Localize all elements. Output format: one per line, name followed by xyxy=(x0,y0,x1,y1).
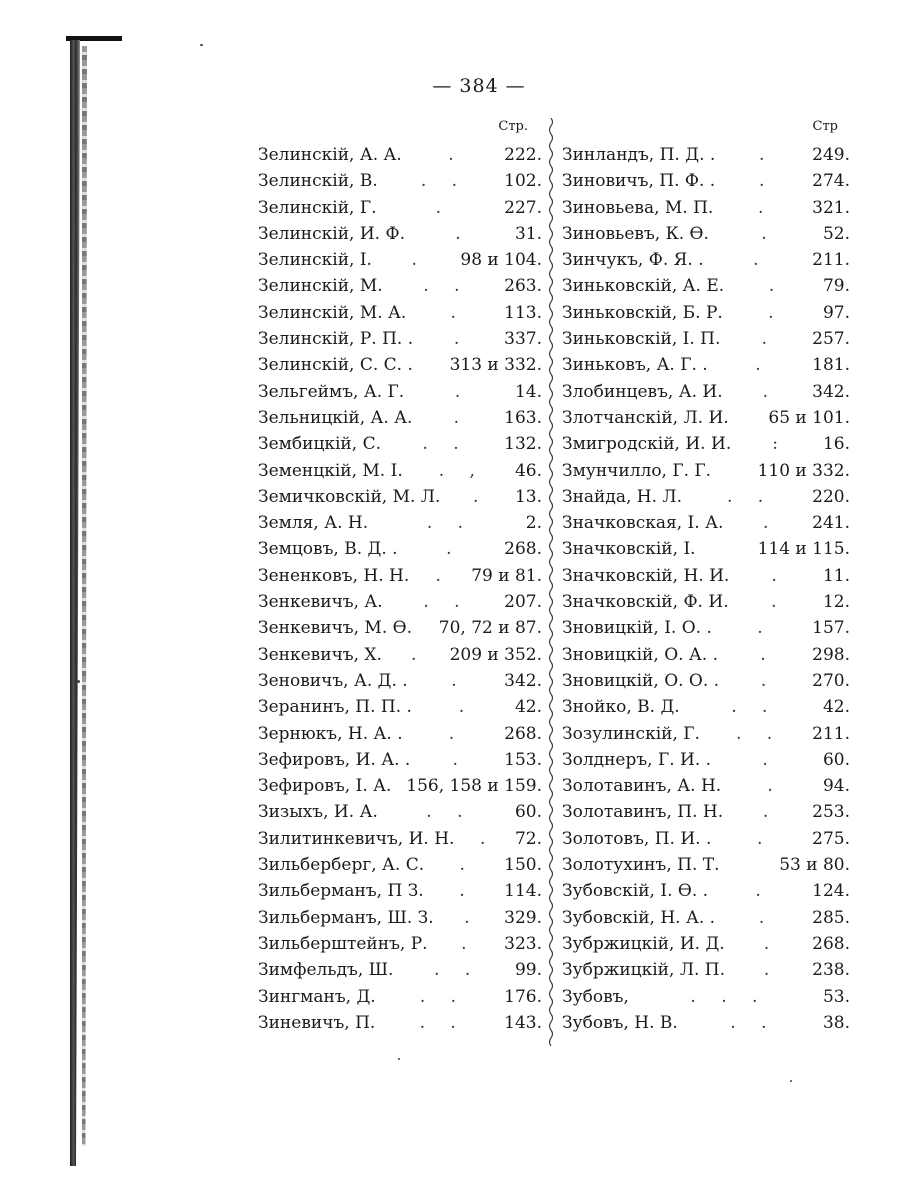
entry-leader-dots: . xyxy=(768,302,784,323)
entry-name: Зновицкій, О. А. . xyxy=(562,644,719,665)
entry-leader-dots: . xyxy=(758,197,774,218)
entry-name: Зелинскій, И. Ф. xyxy=(258,223,405,244)
entry-page-ref: 124. xyxy=(812,881,850,902)
right-index-entry xyxy=(562,747,850,773)
entry-name: Зиньковскій, Б. Р. xyxy=(562,302,723,323)
right-index-entry xyxy=(562,195,850,221)
entry-name: Земцовъ, В. Д. . xyxy=(258,539,398,560)
entry-page-ref: 270. xyxy=(812,670,850,691)
entry-name: Зелинскій, М. А. xyxy=(258,302,407,323)
entry-leader-dots: . . xyxy=(426,802,473,823)
left-index-entry xyxy=(258,931,542,957)
entry-name: Зембицкій, С. xyxy=(258,434,381,455)
entry-name: Зиновичъ, П. Ф. . xyxy=(562,171,716,192)
entry-page-ref: 268. xyxy=(504,539,542,560)
entry-leader-dots: . xyxy=(762,381,779,402)
right-column xyxy=(562,118,850,1036)
entry-leader-dots: . . xyxy=(419,986,467,1007)
entry-name: Зинчукъ, Ф. Я. . xyxy=(562,250,704,271)
entry-page-ref: 42. xyxy=(822,697,850,718)
entry-name: Зернюкъ, Н. А. . xyxy=(258,723,403,744)
entry-leader-dots: . xyxy=(758,171,775,192)
entry-leader-dots: . xyxy=(464,907,480,928)
entry-name: Зубовъ, Н. В. xyxy=(562,1012,678,1033)
entry-leader-dots: . xyxy=(763,513,779,534)
right-index-entry xyxy=(562,799,850,825)
paper-speck xyxy=(200,44,203,46)
left-index-entry xyxy=(258,326,542,352)
entry-leader-dots: . xyxy=(768,276,785,297)
right-index-entry xyxy=(562,905,850,931)
entry-page-ref: 99. xyxy=(514,960,542,981)
left-index-entry xyxy=(258,300,542,326)
left-index-entry xyxy=(258,510,542,536)
left-index-entry xyxy=(258,878,542,904)
entry-page-ref: 16. xyxy=(822,434,850,455)
entry-leader-dots: . xyxy=(459,855,475,876)
right-index-entry xyxy=(562,221,850,247)
entry-leader-dots: . . xyxy=(426,513,474,534)
left-index-entry xyxy=(258,721,542,747)
entry-leader-dots: . . xyxy=(422,434,469,455)
entry-leader-dots: . xyxy=(458,697,475,718)
entry-name: Зелинскій, Р. П. . xyxy=(258,329,414,350)
entry-leader-dots: . xyxy=(435,565,451,586)
entry-page-ref: 274. xyxy=(812,171,850,192)
entry-name: Зелинскій, А. А. xyxy=(258,145,402,165)
entry-leader-dots: . xyxy=(435,197,452,218)
entry-leader-dots: . xyxy=(767,776,783,797)
entry-page-ref: 14. xyxy=(514,381,542,402)
left-index-entry xyxy=(258,195,542,221)
left-index-entry xyxy=(258,563,542,589)
entry-name: Зубржицкій, И. Д. xyxy=(562,933,725,954)
left-index-entry xyxy=(258,694,542,720)
left-index-entry xyxy=(258,405,542,431)
left-index-entry xyxy=(258,589,542,615)
entry-name: Зеновичъ, А. Д. . xyxy=(258,670,408,691)
entry-page-ref: 220. xyxy=(812,486,850,507)
entry-leader-dots: . . xyxy=(420,171,468,192)
entry-leader-dots: . xyxy=(446,539,462,560)
entry-leader-dots: . xyxy=(459,881,475,902)
entry-name: Зилитинкевичъ, И. Н. xyxy=(258,828,455,849)
right-index-entry xyxy=(562,352,850,378)
entry-leader-dots: . . xyxy=(735,723,783,744)
entry-page-ref: 342. xyxy=(812,381,850,402)
entry-page-ref: 79 и 81. xyxy=(471,565,542,586)
left-index-entry xyxy=(258,431,542,457)
right-index-entry xyxy=(562,957,850,983)
entry-page-ref: 337. xyxy=(504,329,542,350)
entry-name: Зенкевичъ, М. Ѳ. xyxy=(258,618,412,639)
entry-leader-dots: . xyxy=(757,828,773,849)
entry-page-ref: 60. xyxy=(822,749,850,770)
entry-page-ref: 157. xyxy=(812,618,850,639)
entry-page-ref: 2. xyxy=(525,513,542,534)
binding-page-edges xyxy=(82,46,87,1146)
entry-leader-dots: . xyxy=(411,644,427,665)
entry-page-ref: 98 и 104. xyxy=(460,250,542,271)
left-index-entry xyxy=(258,826,542,852)
entry-leader-dots: . xyxy=(448,723,465,744)
entry-leader-dots: . xyxy=(758,907,775,928)
entry-leader-dots: . xyxy=(753,250,769,271)
entry-name: Зиневичъ, П. xyxy=(258,1012,376,1033)
entry-leader-dots: . xyxy=(454,381,471,402)
entry-page-ref: 321. xyxy=(812,197,850,218)
entry-leader-dots: . xyxy=(757,618,773,639)
entry-leader-dots: . xyxy=(763,960,780,981)
left-index-entry xyxy=(258,773,542,799)
entry-name: Земля, А. Н. xyxy=(258,513,369,534)
entry-leader-dots: . , xyxy=(438,460,485,481)
entry-page-ref: 207. xyxy=(504,592,542,613)
entry-name: Значковскій, Ф. И. xyxy=(562,592,729,613)
entry-leader-dots: . xyxy=(760,670,777,691)
right-index-entry xyxy=(562,931,850,957)
entry-page-ref: 313 и 332. xyxy=(449,355,542,376)
entry-page-ref: 11. xyxy=(822,565,850,586)
entry-name: Зубовскій, Н. А. . xyxy=(562,907,716,928)
entry-page-ref: 94. xyxy=(822,776,850,797)
entry-name: Змигродскій, И. И. xyxy=(562,434,732,455)
entry-leader-dots: . xyxy=(771,565,787,586)
entry-name: Зефировъ, І. А. xyxy=(258,776,392,797)
entry-page-ref: 38. xyxy=(822,1012,850,1033)
left-index-entry xyxy=(258,642,542,668)
right-index-entry xyxy=(562,510,850,536)
right-index-entry xyxy=(562,721,850,747)
entry-name: Зубовскій, І. Ѳ. . xyxy=(562,881,709,902)
right-index-entry xyxy=(562,826,850,852)
entry-page-ref: 181. xyxy=(812,355,850,376)
left-index-entry xyxy=(258,615,542,641)
entry-page-ref: 65 и 101. xyxy=(768,407,850,428)
entry-name: Зильберманъ, Ш. З. xyxy=(258,907,434,928)
entry-leader-dots: . xyxy=(761,329,777,350)
left-index-entry xyxy=(258,168,542,194)
right-index-entry xyxy=(562,300,850,326)
entry-name: Зелинскій, В. xyxy=(258,171,378,192)
right-index-entry xyxy=(562,694,850,720)
entry-leader-dots: . . xyxy=(423,592,470,613)
entry-leader-dots: . xyxy=(762,749,778,770)
entry-page-ref: 211. xyxy=(812,250,850,271)
entry-page-ref: 275. xyxy=(812,828,850,849)
entry-leader-dots: : xyxy=(772,434,788,455)
entry-name: Золотавинъ, А. Н. xyxy=(562,776,722,797)
entry-name: Зиновьева, М. П. xyxy=(562,197,714,218)
entry-leader-dots: . xyxy=(450,302,466,323)
entry-page-ref: 249. xyxy=(812,145,850,165)
entry-page-ref: 113. xyxy=(504,302,542,323)
entry-name: Зингманъ, Д. xyxy=(258,986,376,1007)
entry-page-ref: 46. xyxy=(514,460,542,481)
entry-name: Значковскій, І. xyxy=(562,539,696,560)
entry-name: Зинландъ, П. Д. . xyxy=(562,145,716,165)
paper-speck xyxy=(77,680,80,683)
left-index-entry xyxy=(258,668,542,694)
right-index-entry xyxy=(562,668,850,694)
entry-page-ref: 209 и 352. xyxy=(449,644,542,665)
book-binding-edge xyxy=(66,36,80,1166)
right-index-entry xyxy=(562,431,850,457)
right-index-entry xyxy=(562,247,850,273)
entry-page-ref: 70, 72 и 87. xyxy=(438,618,542,639)
right-index-entry xyxy=(562,563,850,589)
entry-name: Зелинскій, І. xyxy=(258,250,372,271)
entry-leader-dots: . . xyxy=(731,697,778,718)
left-index-entry xyxy=(258,142,542,168)
right-index-entry xyxy=(562,142,850,168)
entry-name: Земенцкій, М. І. xyxy=(258,460,403,481)
entry-name: Зелинскій, С. С. . xyxy=(258,355,413,376)
entry-name: Золотухинъ, П. Т. xyxy=(562,855,720,876)
entry-page-ref: 238. xyxy=(812,960,850,981)
entry-name: Зизыхъ, И. А. xyxy=(258,802,378,823)
left-index-entry xyxy=(258,247,542,273)
entry-leader-dots: . xyxy=(455,223,471,244)
entry-page-ref: 268. xyxy=(504,723,542,744)
entry-name: Зиньковскій, І. П. xyxy=(562,329,721,350)
right-index-entry xyxy=(562,1010,850,1036)
right-index-entry xyxy=(562,642,850,668)
paper-speck xyxy=(790,1080,792,1082)
left-index-entry xyxy=(258,984,542,1010)
entry-name: Зенкевичъ, А. xyxy=(258,592,383,613)
entry-name: Зиньковскій, А. Е. xyxy=(562,276,725,297)
left-column-header: Стр. xyxy=(498,119,528,134)
entry-name: Злотчанскій, Л. И. xyxy=(562,407,729,428)
right-index-entry xyxy=(562,878,850,904)
entry-page-ref: 150. xyxy=(504,855,542,876)
entry-page-ref: 298. xyxy=(812,644,850,665)
entry-leader-dots: . xyxy=(461,933,477,954)
entry-leader-dots: . xyxy=(448,145,464,165)
left-index-entry xyxy=(258,905,542,931)
right-index-entry xyxy=(562,405,850,431)
entry-leader-dots: . xyxy=(452,749,468,770)
entry-page-ref: 97. xyxy=(822,302,850,323)
entry-page-ref: 222. xyxy=(504,145,542,165)
entry-page-ref: 342. xyxy=(504,670,542,691)
entry-name: Золднеръ, Г. И. . xyxy=(562,749,712,770)
entry-page-ref: 329. xyxy=(504,907,542,928)
right-index-entry xyxy=(562,273,850,299)
right-index-entry xyxy=(562,168,850,194)
right-column-header: Стр xyxy=(812,119,838,134)
entry-page-ref: 323. xyxy=(504,933,542,954)
entry-name: Зеранинъ, П. П. . xyxy=(258,697,412,718)
entry-leader-dots: . xyxy=(755,881,771,902)
left-index-entry xyxy=(258,379,542,405)
entry-page-ref: 257. xyxy=(812,329,850,350)
entry-name: Знойко, В. Д. xyxy=(562,697,680,718)
entry-leader-dots: . xyxy=(472,486,489,507)
entry-name: Зубовъ, xyxy=(562,986,629,1007)
entry-page-ref: 114 и 115. xyxy=(757,539,850,560)
right-index-entry xyxy=(562,536,850,562)
entry-page-ref: 102. xyxy=(504,171,542,192)
entry-leader-dots: . . xyxy=(434,960,481,981)
binding-shadow xyxy=(70,40,80,1166)
entry-name: Знайда, Н. Л. xyxy=(562,486,683,507)
entry-page-ref: 156, 158 и 159. xyxy=(406,776,542,797)
right-index-entry xyxy=(562,484,850,510)
entry-name: Зубржицкій, Л. П. xyxy=(562,960,726,981)
entry-page-ref: 253. xyxy=(812,802,850,823)
entry-name: Значковскій, Н. И. xyxy=(562,565,730,586)
entry-leader-dots: . xyxy=(760,644,776,665)
entry-name: Земичковскій, М. Л. xyxy=(258,486,441,507)
right-index-entry xyxy=(562,379,850,405)
paper-speck xyxy=(398,1058,400,1060)
entry-page-ref: 211. xyxy=(812,723,850,744)
left-index-entry xyxy=(258,221,542,247)
entry-name: Зененковъ, Н. Н. xyxy=(258,565,410,586)
entry-leader-dots: . xyxy=(453,407,469,428)
entry-leader-dots: . xyxy=(411,250,427,271)
entry-leader-dots: . xyxy=(755,355,771,376)
entry-leader-dots: . xyxy=(759,145,775,165)
entry-name: Золотавинъ, П. Н. xyxy=(562,802,724,823)
entry-name: Зильберберг, А. С. xyxy=(258,855,425,876)
entry-leader-dots: . . xyxy=(730,1012,777,1033)
entry-page-ref: 227. xyxy=(504,197,542,218)
entry-page-ref: 163. xyxy=(504,407,542,428)
entry-leader-dots: . xyxy=(771,592,787,613)
entry-name: Зефировъ, И. А. . xyxy=(258,749,411,770)
entry-page-ref: 52. xyxy=(822,223,850,244)
left-index-entry xyxy=(258,458,542,484)
entry-name: Зиньковъ, А. Г. . xyxy=(562,355,708,376)
right-index-entry xyxy=(562,326,850,352)
left-index-entry xyxy=(258,484,542,510)
left-index-entry xyxy=(258,747,542,773)
entry-page-ref: 79. xyxy=(822,276,850,297)
entry-leader-dots: . xyxy=(453,329,470,350)
right-index-entry xyxy=(562,458,850,484)
entry-name: Змунчилло, Г. Г. xyxy=(562,460,712,481)
entry-name: Злобинцевъ, А. И. xyxy=(562,381,723,402)
entry-leader-dots: . . xyxy=(423,276,470,297)
entry-page-ref: 42. xyxy=(514,697,542,718)
entry-name: Зимфельдъ, Ш. xyxy=(258,960,394,981)
entry-page-ref: 53 и 80. xyxy=(779,855,850,876)
entry-page-ref: 13. xyxy=(514,486,542,507)
entry-page-ref: 60. xyxy=(514,802,542,823)
entry-leader-dots: . . . xyxy=(690,986,768,1007)
entry-page-ref: 143. xyxy=(504,1012,542,1033)
entry-page-ref: 110 и 332. xyxy=(757,460,850,481)
right-index-entry xyxy=(562,773,850,799)
entry-name: Зелинскій, М. xyxy=(258,276,383,297)
right-index-entry xyxy=(562,984,850,1010)
entry-leader-dots: . . xyxy=(419,1012,466,1033)
right-index-entry xyxy=(562,589,850,615)
entry-page-ref: 72. xyxy=(514,828,542,849)
entry-name: Зозулинскій, Г. xyxy=(562,723,700,744)
entry-leader-dots: . xyxy=(451,670,467,691)
entry-name: Зильберманъ, П З. xyxy=(258,881,424,902)
entry-page-ref: 31. xyxy=(514,223,542,244)
entry-name: Зиновьевъ, К. Ѳ. xyxy=(562,223,709,244)
left-index-entry xyxy=(258,536,542,562)
entry-page-ref: 12. xyxy=(822,592,850,613)
entry-page-ref: 268. xyxy=(812,933,850,954)
right-index-entry xyxy=(562,852,850,878)
right-entry-list xyxy=(562,142,850,1036)
entry-page-ref: 263. xyxy=(504,276,542,297)
entry-leader-dots: . . xyxy=(726,486,774,507)
entry-leader-dots: . xyxy=(763,933,780,954)
left-index-entry xyxy=(258,852,542,878)
left-column xyxy=(258,118,542,1036)
entry-name: Зельгеймъ, А. Г. xyxy=(258,381,405,402)
left-index-entry xyxy=(258,273,542,299)
entry-page-ref: 53. xyxy=(822,986,850,1007)
entry-page-ref: 285. xyxy=(812,907,850,928)
entry-page-ref: 132. xyxy=(504,434,542,455)
entry-name: Зелинскій, Г. xyxy=(258,197,377,218)
entry-leader-dots: . xyxy=(761,223,777,244)
left-entry-list xyxy=(258,142,542,1036)
entry-page-ref: 176. xyxy=(504,986,542,1007)
entry-page-ref: 241. xyxy=(812,513,850,534)
entry-name: Зновицкій, О. О. . xyxy=(562,670,720,691)
entry-name: Зновицкій, І. О. . xyxy=(562,618,712,639)
entry-name: Зенкевичъ, Х. xyxy=(258,644,382,665)
entry-name: Зельницкій, А. А. xyxy=(258,407,413,428)
left-index-entry xyxy=(258,352,542,378)
entry-leader-dots: . xyxy=(479,828,496,849)
entry-page-ref: 114. xyxy=(504,881,542,902)
entry-leader-dots: . xyxy=(762,802,779,823)
entry-name: Значковская, І. А. xyxy=(562,513,724,534)
entry-name: Зильберштейнъ, Р. xyxy=(258,933,428,954)
entry-page-ref: 153. xyxy=(504,749,542,770)
entry-name: Золотовъ, П. И. . xyxy=(562,828,712,849)
left-index-entry xyxy=(258,957,542,983)
column-divider xyxy=(546,118,556,1046)
page-number: — 384 — xyxy=(432,75,526,97)
left-index-entry xyxy=(258,799,542,825)
right-index-entry xyxy=(562,615,850,641)
left-index-entry xyxy=(258,1010,542,1036)
